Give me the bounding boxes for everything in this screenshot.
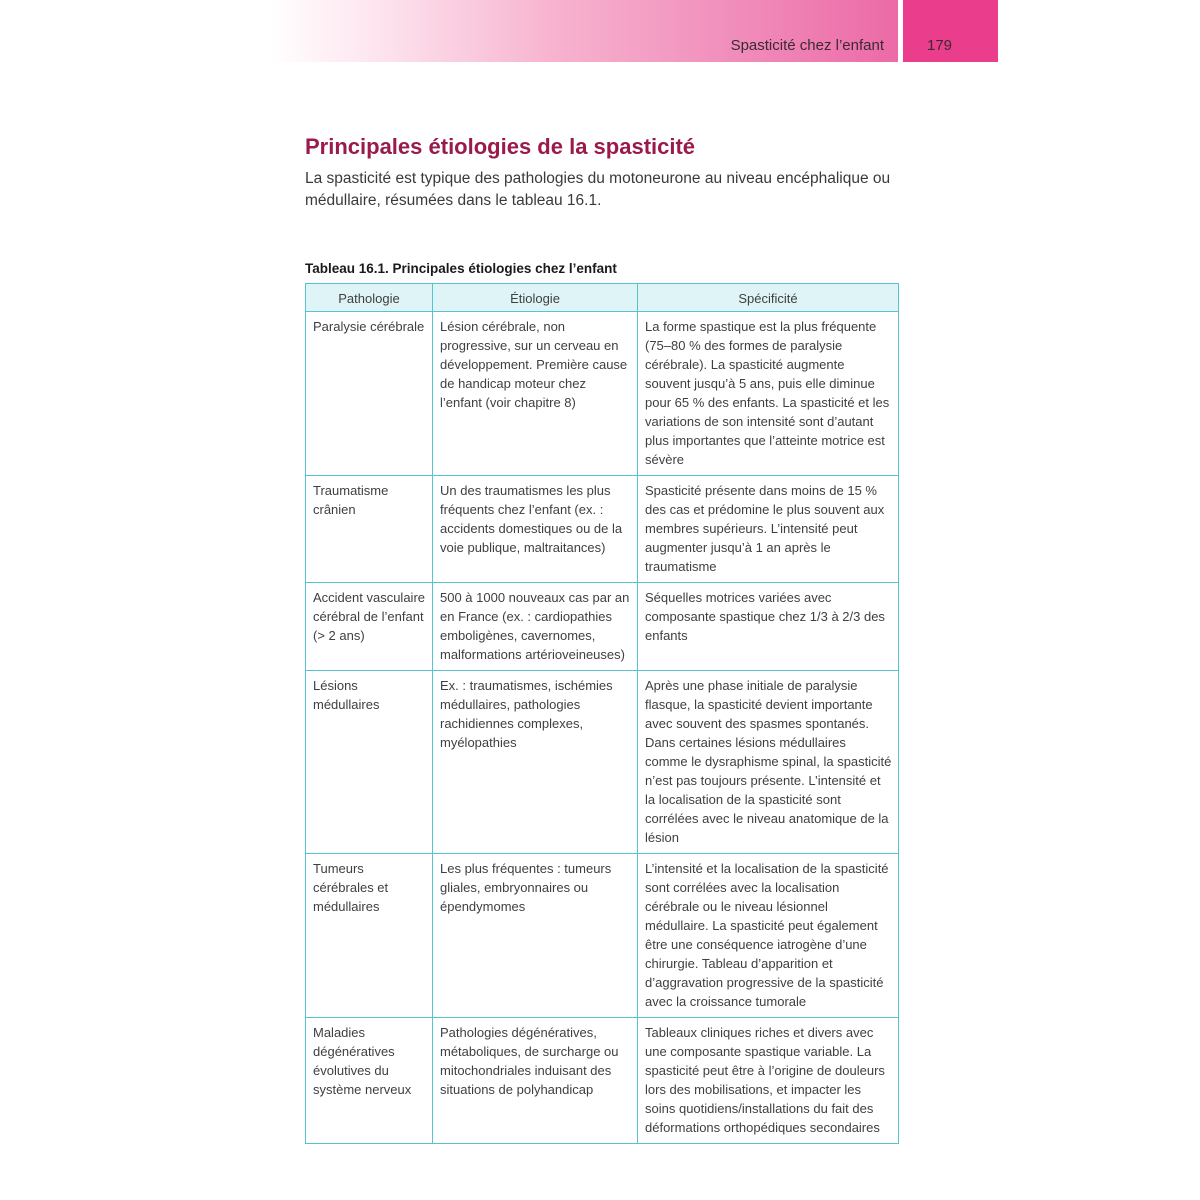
cell-etiologie: 500 à 1000 nouveaux cas par an en France (ex. : cardiopathies emboligènes, cavernomes, malformations artérioveineuses) [433, 583, 638, 671]
cell-specificite: L’intensité et la localisation de la spasticité sont corrélées avec la localisation cérébrale ou le niveau lésionnel médullaire. La spasticité peut également être une conséquence iatrogène d’une chirurgie. Tableau d’apparition et d’aggravation progressive de la spasticité avec la croissance tumorale [638, 854, 899, 1018]
cell-specificite: Séquelles motrices variées avec composante spastique chez 1/3 à 2/3 des enfants [638, 583, 899, 671]
table-caption: Tableau 16.1. Principales étiologies chez l’enfant [305, 261, 617, 276]
cell-etiologie: Pathologies dégénératives, métaboliques, de surcharge ou mitochondriales induisant des situations de polyhandicap [433, 1018, 638, 1144]
table-row [306, 476, 899, 583]
cell-pathologie: Paralysie cérébrale [306, 312, 433, 476]
cell-specificite: Spasticité présente dans moins de 15 % des cas et prédomine le plus souvent aux membres supérieurs. L’intensité peut augmenter jusqu’à 1 an après le traumatisme [638, 476, 899, 583]
cell-specificite: Après une phase initiale de paralysie flasque, la spasticité devient importante avec souvent des spasmes spontanés. Dans certaines lésions médullaires comme le dysraphisme spinal, la spasticité n’est pas toujours présente. L’intensité et la localisation de la spasticité sont corrélées avec le niveau anatomique de la lésion [638, 671, 899, 854]
section-title: Principales étiologies de la spasticité [305, 134, 696, 159]
column-header-etiologie: Étiologie [433, 284, 638, 312]
cell-etiologie: Ex. : traumatismes, ischémies médullaires, pathologies rachidiennes complexes, myélopathies [433, 671, 638, 854]
table-row [306, 1018, 899, 1144]
column-header-pathologie: Pathologie [306, 284, 433, 312]
page-number: 179 [927, 37, 953, 54]
cell-specificite: La forme spastique est la plus fréquente (75–80 % des formes de paralysie cérébrale). La spasticité augmente souvent jusqu’à 5 ans, puis elle diminue pour 65 % des enfants. La spasticité et les variations de son intensité sont d’autant plus importantes que l’atteinte motrice est sévère [638, 312, 899, 476]
cell-etiologie: Lésion cérébrale, non progressive, sur un cerveau en développement. Première cause de handicap moteur chez l’enfant (voir chapitre 8) [433, 312, 638, 476]
table-row [306, 854, 899, 1018]
table-header-row [306, 284, 899, 312]
page-number-box [903, 0, 998, 62]
cell-pathologie: Accident vasculaire cérébral de l’enfant (> 2 ans) [306, 583, 433, 671]
column-header-specificite: Spécificité [638, 284, 899, 312]
cell-pathologie: Maladies dégénératives évolutives du système nerveux [306, 1018, 433, 1144]
table-row [306, 583, 899, 671]
cell-etiologie: Un des traumatismes les plus fréquents chez l’enfant (ex. : accidents domestiques ou de la voie publique, maltraitances) [433, 476, 638, 583]
cell-pathologie: Tumeurs cérébrales et médullaires [306, 854, 433, 1018]
cell-etiologie: Les plus fréquentes : tumeurs gliales, embryonnaires ou épendymomes [433, 854, 638, 1018]
cell-specificite: Tableaux cliniques riches et divers avec une composante spastique variable. La spasticité peut être à l’origine de douleurs lors des mobilisations, et impacter les soins quotidiens/installations du fait des déformations orthopédiques secondaires [638, 1018, 899, 1144]
cell-pathologie: Lésions médullaires [306, 671, 433, 854]
table-row [306, 671, 899, 854]
etiology-table [305, 283, 899, 1144]
running-header-band [270, 0, 898, 62]
running-title: Spasticité chez l’enfant [730, 37, 884, 54]
intro-paragraph: La spasticité est typique des pathologies du motoneurone au niveau encéphalique ou médullaire, résumées dans le tableau 16.1. [305, 170, 891, 209]
table-row [306, 312, 899, 476]
cell-pathologie: Traumatisme crânien [306, 476, 433, 583]
